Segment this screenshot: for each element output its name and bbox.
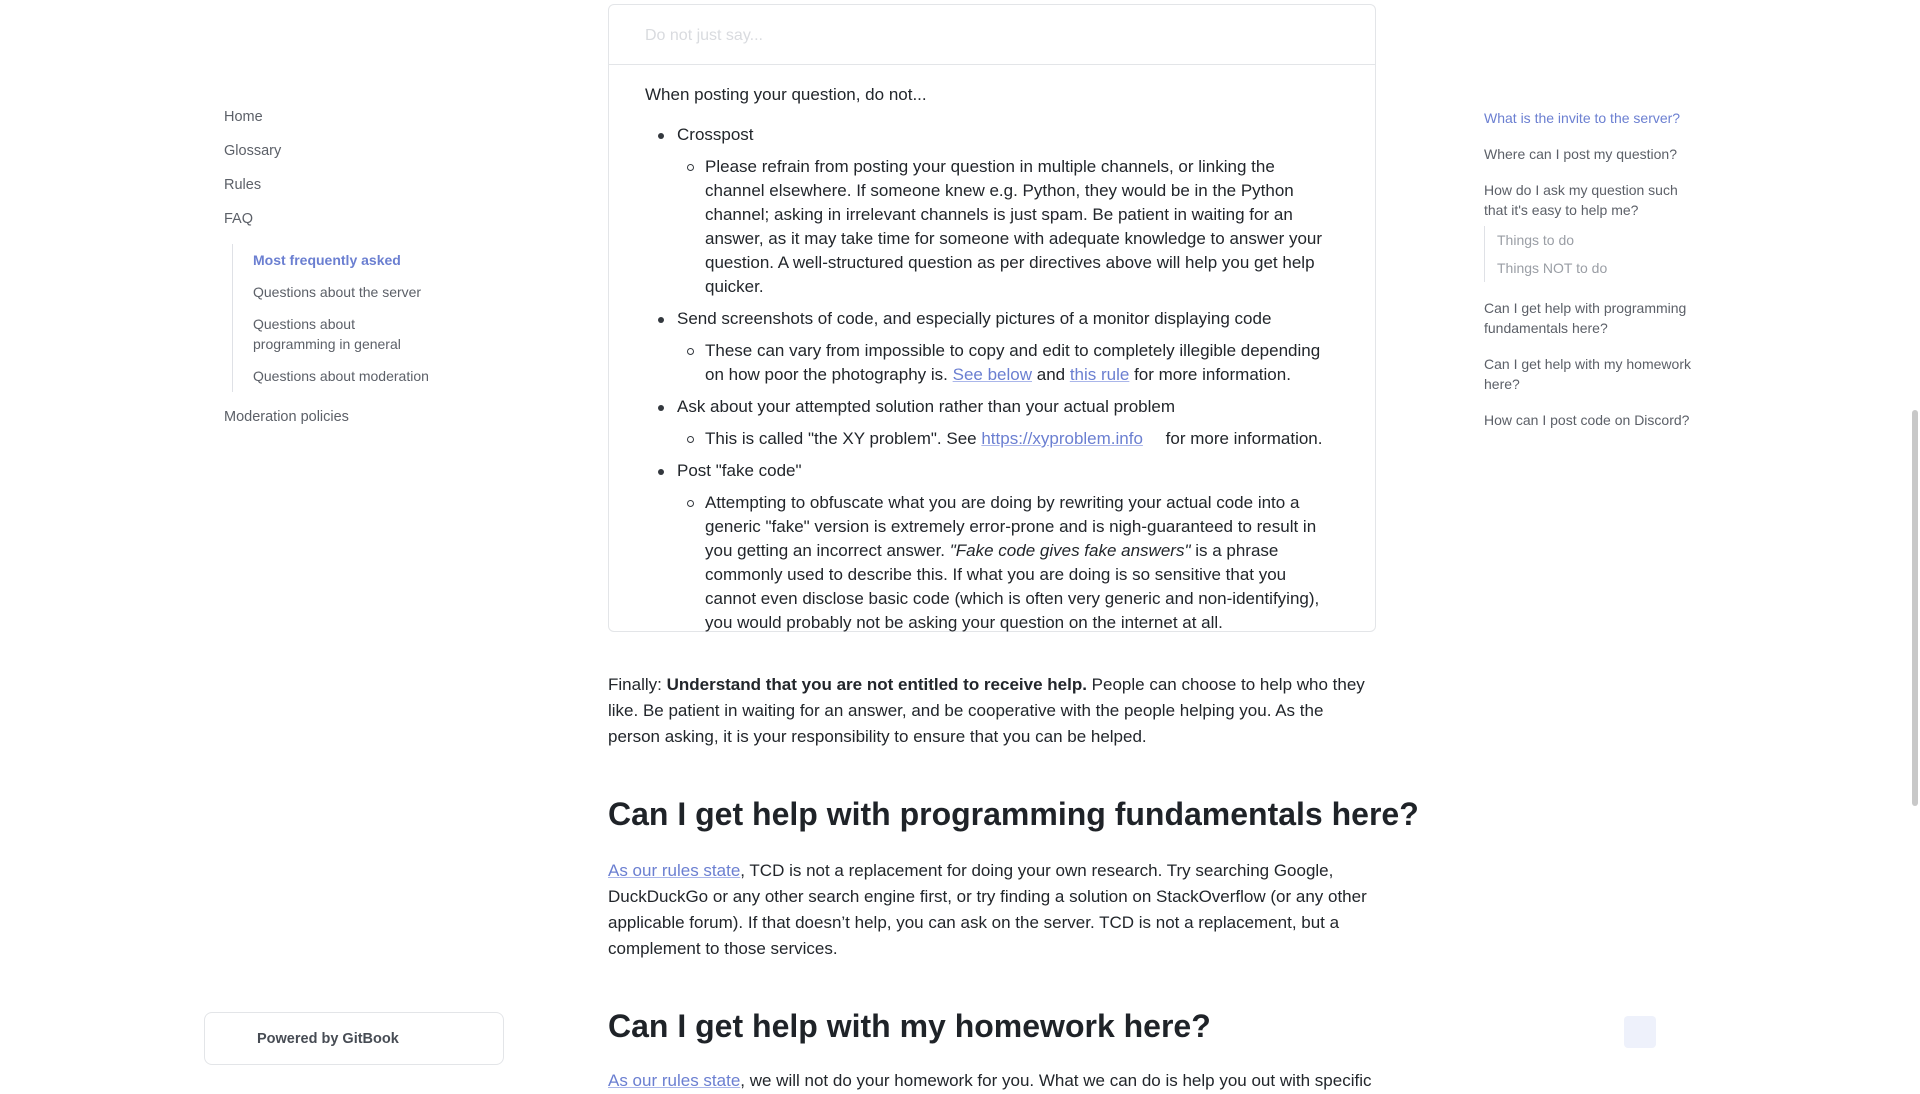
sidebar-item-glossary[interactable]: Glossary (224, 143, 282, 159)
scroll-to-top-button[interactable] (1624, 1016, 1656, 1048)
rules-state-link-2[interactable]: As our rules state (608, 1071, 741, 1090)
sidebar-item-home[interactable]: Home (224, 109, 263, 125)
page-toc (1484, 108, 1694, 446)
toc-item-fundamentals[interactable]: Can I get help with programming fundamentals here? (1484, 300, 1687, 336)
this-rule-link[interactable]: this rule (1069, 365, 1130, 384)
sidebar-nav (224, 100, 464, 434)
detail-text: for more information. (1129, 365, 1291, 384)
sidebar-item-most-frequently-asked[interactable]: Most frequently asked (253, 252, 401, 268)
list-item-detail (677, 427, 1339, 451)
toc-item-homework[interactable]: Can I get help with my homework here? (1484, 356, 1691, 392)
scrollbar[interactable] (1912, 410, 1918, 806)
list-item (645, 395, 1339, 451)
list-item-detail (677, 491, 1339, 635)
toc-subitems (1484, 226, 1694, 282)
sidebar-item-questions-moderation[interactable]: Questions about moderation (253, 368, 429, 384)
detail-text: and (1032, 365, 1070, 384)
list-item-title: Crosspost (677, 125, 754, 144)
list-item-title: Post "fake code" (677, 461, 802, 480)
powered-by-label: Powered by GitBook (257, 1030, 399, 1047)
list-item (645, 459, 1339, 635)
toc-item-post-code[interactable]: How can I post code on Discord? (1484, 412, 1690, 428)
detail-text: These can vary from impossible to copy and edit to completely illegible depending on how poor the photography is. (705, 341, 1321, 384)
detail-text: This is called "the XY problem". See (705, 429, 982, 448)
detail-text: for more information. (1160, 429, 1323, 448)
finally-paragraph (608, 672, 1378, 750)
see-below-link[interactable]: See below (952, 365, 1033, 384)
hint-box (608, 4, 1376, 632)
detail-text: Attempting to obfuscate what you are doing by rewriting your actual code into a generic "fake" version is extremely error-prone and is nigh-guaranteed to result in you getting an incorrect answer. (705, 493, 1317, 560)
list-item (645, 307, 1339, 387)
list-item (645, 123, 1339, 299)
list-item-title: Send screenshots of code, and especially pictures of a monitor displaying code (677, 309, 1272, 328)
xyproblem-link[interactable]: https://xyproblem.info (981, 429, 1143, 448)
toc-item-where-post[interactable]: Where can I post my question? (1484, 146, 1677, 162)
powered-by-gitbook-link[interactable] (204, 1012, 504, 1065)
sidebar-item-faq[interactable]: FAQ (224, 211, 254, 227)
list-item-detail: Please refrain from posting your question in multiple channels, or linking the channel elsewhere. If someone knew e.g. Python, they would be in the Python channel; asking in irrelevant channels is just spam. Be patient in waiting for an answer, as it may take time for someone with adequate knowledge to answer your question. A well-structured question as per directives above will help you get help quicker. (677, 155, 1339, 299)
sidebar-item-questions-programming[interactable]: Questions about programming in general (253, 316, 401, 352)
sidebar-item-questions-server[interactable]: Questions about the server (253, 284, 422, 300)
section-text: , we will not do your homework for you. What we can do is help you out with specific (740, 1071, 1372, 1090)
sidebar-item-moderation-policies[interactable]: Moderation policies (224, 409, 349, 425)
list-item-title: Ask about your attempted solution rather than your actual problem (677, 397, 1176, 416)
finally-bold: Understand that you are not entitled to receive help. (666, 675, 1087, 694)
toc-item-how-ask[interactable]: How do I ask my question such that it's easy to help me? (1484, 182, 1678, 218)
finally-rest: People can choose to help who they like. Be patient in waiting for an answer, and be cooperative with the people helping you. As the person asking, it is your responsibility to ensure that you can be helped. (608, 675, 1365, 746)
toc-item-things-to-do[interactable]: Things to do (1497, 232, 1575, 248)
dont-list (645, 123, 1339, 635)
toc-item-things-not-to-do[interactable]: Things NOT to do (1497, 260, 1608, 276)
detail-text: is a phrase commonly used to describe this. If what you are doing is so sensitive that you cannot even disclose basic code (which is often very generic and non-identifying), you would probably not be asking your question on the internet at all. (705, 541, 1320, 632)
rules-state-link[interactable]: As our rules state (608, 861, 741, 880)
homework-paragraph (608, 1068, 1378, 1094)
finally-lead: Finally: (608, 675, 667, 694)
programming-fundamentals-paragraph (608, 858, 1378, 962)
heading-homework: Can I get help with my homework here? (608, 1008, 1211, 1044)
detail-emphasis: "Fake code gives fake answers" (949, 541, 1191, 560)
list-item-detail (677, 339, 1339, 387)
sidebar-faq-children (232, 244, 464, 392)
sidebar-item-rules[interactable]: Rules (224, 177, 262, 193)
hint-body (609, 65, 1375, 635)
hint-title: Do not just say... (609, 5, 1375, 65)
toc-item-invite[interactable]: What is the invite to the server? (1484, 110, 1681, 126)
section-text: , TCD is not a replacement for doing your own research. Try searching Google, DuckDuckGo or any other search engine first, or try finding a solution on StackOverflow (or any other applicable forum). If that doesn’t help, you can ask on the server. TCD is not a replacement, but a complement to those services. (608, 861, 1367, 958)
hint-intro: When posting your question, do not... (645, 85, 927, 104)
heading-programming-fundamentals: Can I get help with programming fundamentals here? (608, 796, 1419, 832)
